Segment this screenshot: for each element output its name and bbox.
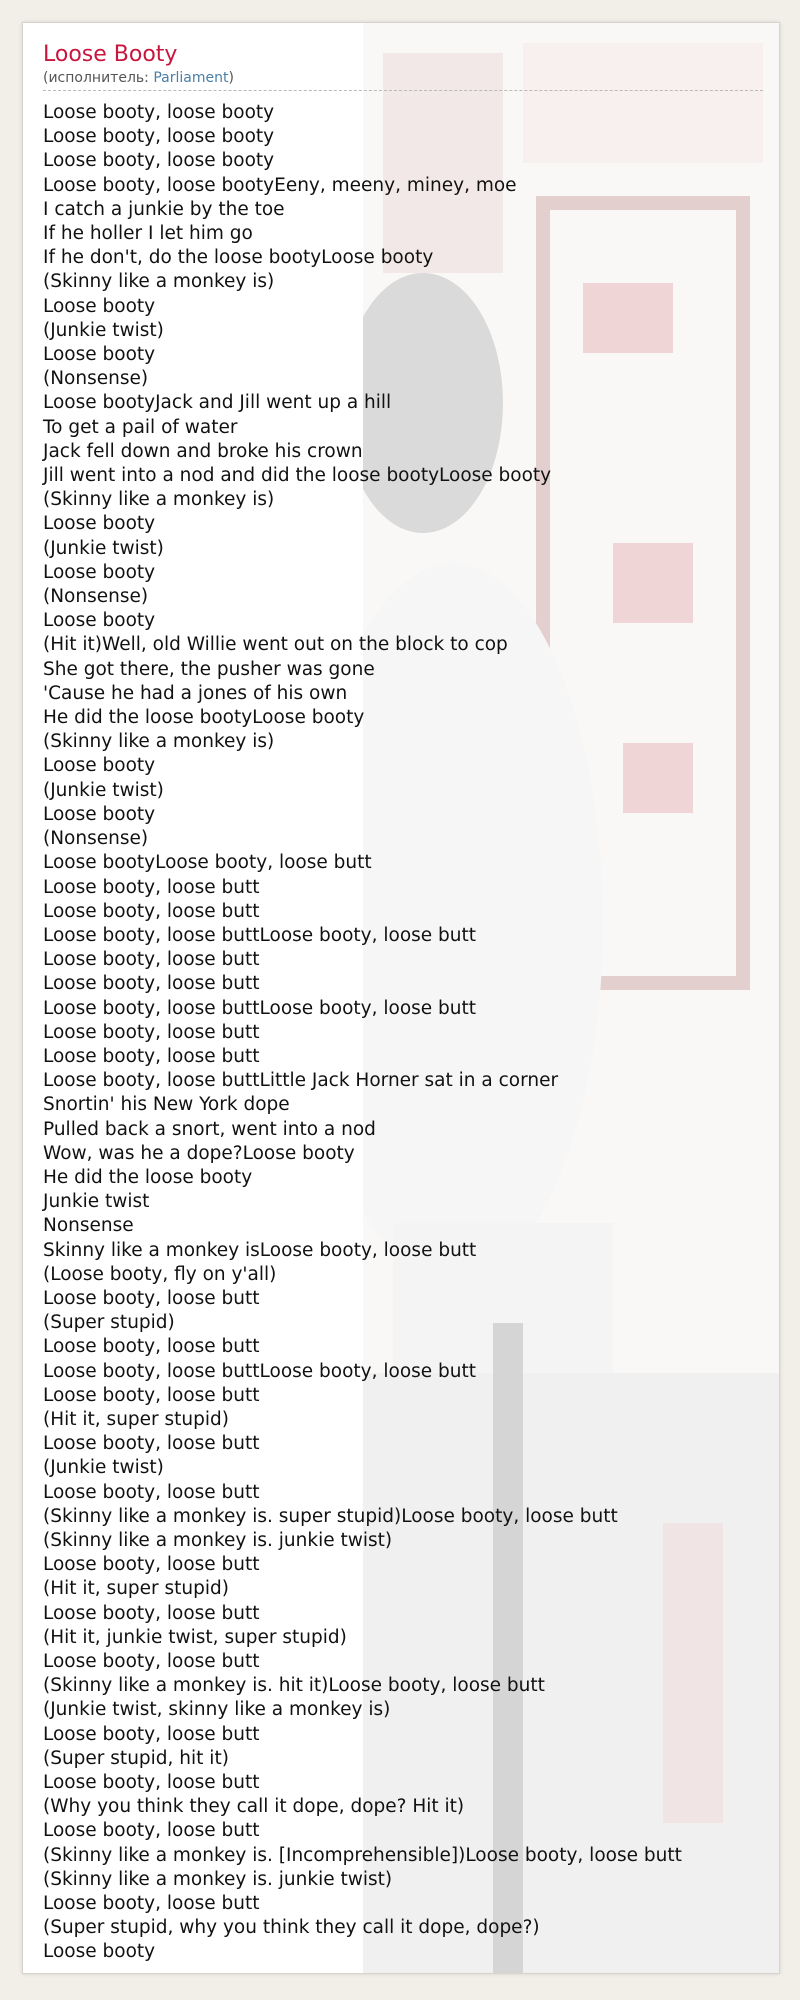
lyric-line: Loose booty, loose butt	[43, 1893, 260, 1915]
lyric-line: Loose booty, loose butt	[43, 1433, 260, 1455]
lyric-line: (Hit it)Well, old Willie went out on the block to cop	[43, 634, 508, 656]
lyric-line: Loose booty, loose butt	[43, 1723, 260, 1745]
lyric-line: 'Cause he had a jones of his own	[43, 682, 348, 704]
lyric-line: (Skinny like a monkey is. junkie twist)	[43, 1868, 393, 1890]
lyric-line: (Skinny like a monkey is. [Incomprehensible])Loose booty, loose butt	[43, 1844, 682, 1866]
lyric-line: Loose booty, loose buttLoose booty, loose butt	[43, 924, 477, 946]
lyric-line: Loose booty, loose buttLittle Jack Horner sat in a corner	[43, 1070, 559, 1092]
lyric-line: Loose booty, loose buttLoose booty, loose butt	[43, 997, 477, 1019]
lyric-line: (Nonsense)	[43, 828, 149, 850]
lyric-line: Loose booty	[43, 344, 156, 366]
lyric-line: Loose booty, loose buttLoose booty, loose butt	[43, 1360, 477, 1382]
lyric-line: Loose booty	[43, 513, 156, 535]
lyric-line: (Nonsense)	[43, 368, 149, 390]
lyric-line: Loose booty	[43, 803, 156, 825]
lyric-line: Loose booty, loose butt	[43, 1602, 260, 1624]
lyric-line: Loose booty, loose butt	[43, 1481, 260, 1503]
artist-suffix: )	[228, 70, 234, 86]
lyric-line: Loose booty, loose butt	[43, 1820, 260, 1842]
lyric-line: (Skinny like a monkey is)	[43, 731, 275, 753]
lyric-line: (Hit it, junkie twist, super stupid)	[43, 1626, 347, 1648]
lyric-line: I catch a junkie by the toe	[43, 198, 285, 220]
lyric-line: Skinny like a monkey isLoose booty, loose butt	[43, 1239, 477, 1261]
lyric-line: Jill went into a nod and did the loose bootyLoose booty	[43, 465, 552, 487]
lyric-line: (Skinny like a monkey is)	[43, 489, 275, 511]
lyric-line: He did the loose booty	[43, 1166, 253, 1188]
lyric-line: (Hit it, super stupid)	[43, 1408, 229, 1430]
lyric-line: (Junkie twist)	[43, 779, 164, 801]
song-title: Loose Booty	[43, 42, 178, 67]
lyric-line: Loose booty	[43, 610, 156, 632]
lyric-line: Loose booty, loose butt	[43, 1021, 260, 1043]
lyric-line: Loose booty, loose booty	[43, 102, 275, 123]
lyric-line: Loose bootyJack and Jill went up a hill	[43, 392, 392, 414]
lyric-line: (Junkie twist)	[43, 537, 164, 559]
lyric-line: Loose booty, loose butt	[43, 1384, 260, 1406]
lyric-line: Loose booty, loose butt	[43, 900, 260, 922]
lyric-line: To get a pail of water	[43, 416, 238, 438]
lyric-line: Loose bootyLoose booty, loose butt	[43, 852, 372, 874]
lyric-line: (Skinny like a monkey is. hit it)Loose booty, loose butt	[43, 1675, 545, 1697]
lyric-line: (Super stupid, why you think they call it dope, dope?)	[43, 1917, 540, 1939]
lyric-line: Loose booty, loose butt	[43, 973, 260, 995]
lyric-line: (Junkie twist, skinny like a monkey is)	[43, 1699, 391, 1721]
lyrics-body	[43, 101, 759, 1965]
lyric-line: (Skinny like a monkey is)	[43, 271, 275, 293]
lyric-line: Loose booty, loose butt	[43, 1045, 260, 1067]
lyric-line: (Nonsense)	[43, 586, 149, 608]
artist-line	[43, 69, 763, 91]
lyric-line: Pulled back a snort, went into a nod	[43, 1118, 376, 1140]
artist-prefix: (исполнитель:	[43, 70, 154, 86]
lyric-line: Nonsense	[43, 1215, 134, 1237]
artist-link[interactable]: Parliament	[153, 70, 229, 86]
lyric-line: Loose booty	[43, 561, 156, 583]
lyric-line: Loose booty, loose butt	[43, 876, 260, 898]
lyric-line: Loose booty, loose butt	[43, 1336, 260, 1358]
lyric-line: Jack fell down and broke his crown	[43, 440, 363, 462]
lyric-line: (Skinny like a monkey is. junkie twist)	[43, 1529, 393, 1551]
lyric-line: (Skinny like a monkey is. super stupid)Loose booty, loose butt	[43, 1505, 618, 1527]
lyric-line: If he don't, do the loose bootyLoose booty	[43, 247, 434, 269]
lyric-line: Loose booty, loose butt	[43, 1554, 260, 1576]
lyric-line: (Super stupid)	[43, 1312, 175, 1334]
lyric-line: Loose booty	[43, 755, 156, 777]
lyric-line: Wow, was he a dope?Loose booty	[43, 1142, 355, 1164]
lyric-line: (Super stupid, hit it)	[43, 1747, 229, 1769]
lyric-line: She got there, the pusher was gone	[43, 658, 375, 680]
lyric-line: Loose booty, loose butt	[43, 1651, 260, 1672]
lyrics-card	[22, 22, 780, 1974]
lyric-line: Loose booty, loose butt	[43, 1287, 260, 1309]
lyric-line: Snortin' his New York dope	[43, 1094, 290, 1116]
lyric-line: He did the loose bootyLoose booty	[43, 707, 365, 729]
lyric-line: Loose booty, loose butt	[43, 949, 260, 971]
lyric-line: Loose booty, loose booty	[43, 150, 275, 172]
lyric-line: (Loose booty, fly on y'all)	[43, 1263, 277, 1285]
lyric-line: Loose booty, loose bootyEeny, meeny, miney, moe	[43, 174, 517, 196]
lyric-line: (Junkie twist)	[43, 1457, 164, 1479]
lyric-line: (Hit it, super stupid)	[43, 1578, 229, 1600]
lyric-line: Loose booty, loose butt	[43, 1772, 260, 1794]
lyric-line: Loose booty, loose booty	[43, 126, 275, 148]
lyric-line: If he holler I let him go	[43, 223, 253, 245]
lyric-line: Junkie twist	[43, 1191, 150, 1213]
lyric-line: Loose booty	[43, 1941, 156, 1963]
lyric-line: Loose booty	[43, 295, 156, 317]
lyric-line: (Junkie twist)	[43, 319, 164, 341]
lyric-line: (Why you think they call it dope, dope? Hit it)	[43, 1796, 465, 1818]
